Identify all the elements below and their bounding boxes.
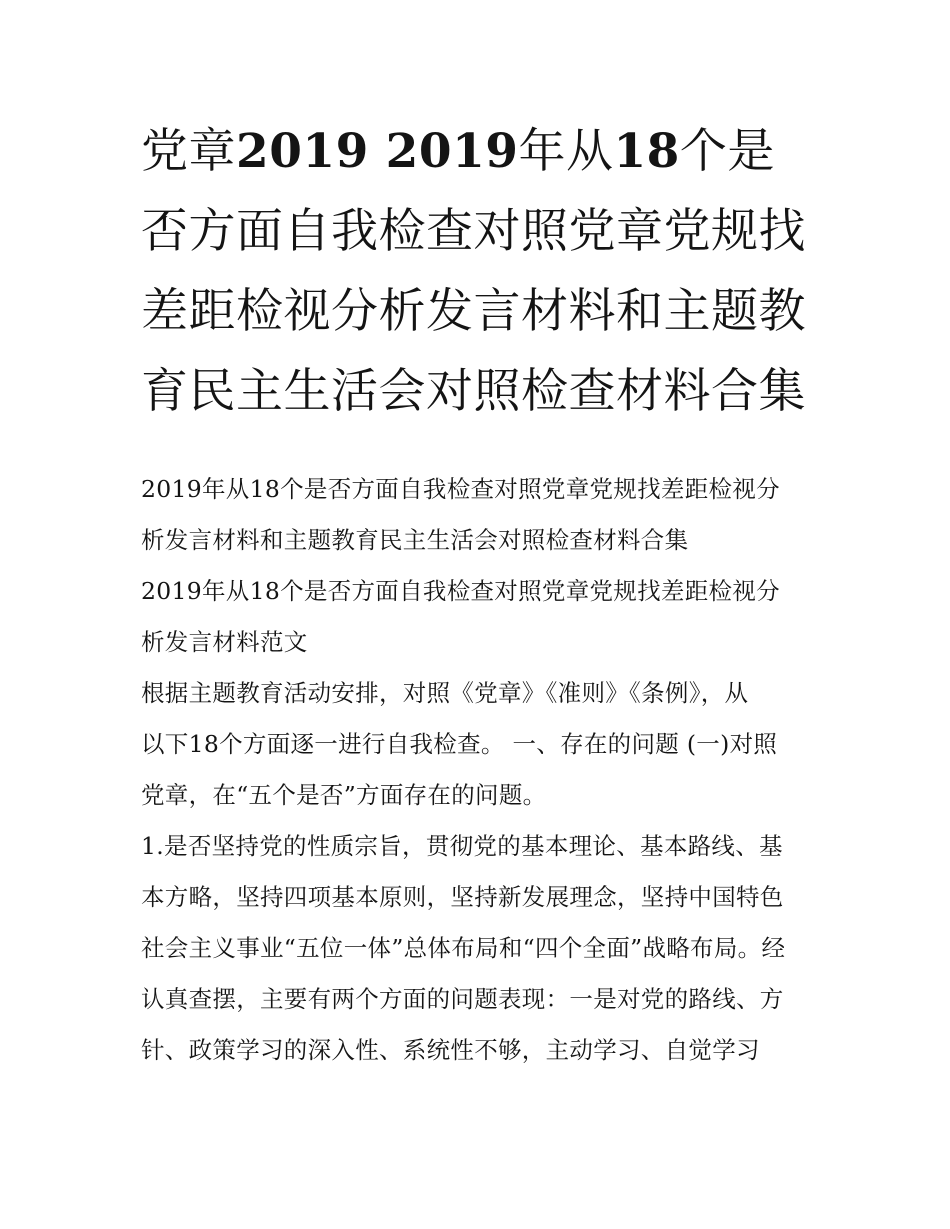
body-line: 析发言材料范文 [141, 628, 308, 656]
body-line: 社会主义事业“五位一体”总体布局和“四个全面”战略布局。经 [141, 934, 786, 962]
document-page [141, 112, 821, 1076]
body-line: 根据主题教育活动安排，对照《党章》《准则》《条例》，从 [141, 679, 749, 707]
document-body [141, 464, 821, 1076]
title-part-5: 个是否方面自我检查对照党章党规找差距检视分析发言材料和主题教育民主生活会对照检查材料合集 [141, 124, 806, 419]
title-part-3: 年从 [518, 124, 614, 179]
body-line: 2019年从18个是否方面自我检查对照党章党规找差距检视分 [141, 475, 780, 503]
body-line: 析发言材料和主题教育民主生活会对照检查材料合集 [141, 526, 689, 554]
body-line: 以下18个方面逐一进行自我检查。 一、存在的问题 (一)对照 [141, 730, 778, 758]
title-part-1: 党章 [141, 124, 236, 179]
body-line: 党章，在“五个是否”方面存在的问题。 [141, 781, 547, 809]
body-line: 认真查摆，主要有两个方面的问题表现：一是对党的路线、方 [141, 985, 784, 1013]
body-line: 本方略，坚持四项基本原则，坚持新发展理念，坚持中国特色 [141, 883, 784, 911]
title-number: 18 [613, 124, 680, 179]
title-year: 2019 2019 [236, 124, 519, 179]
body-line: 2019年从18个是否方面自我检查对照党章党规找差距检视分 [141, 577, 780, 605]
body-line: 针、政策学习的深入性、系统性不够，主动学习、自觉学习 [141, 1036, 760, 1064]
document-title [141, 112, 821, 432]
body-line: 1.是否坚持党的性质宗旨，贯彻党的基本理论、基本路线、基 [141, 832, 783, 860]
